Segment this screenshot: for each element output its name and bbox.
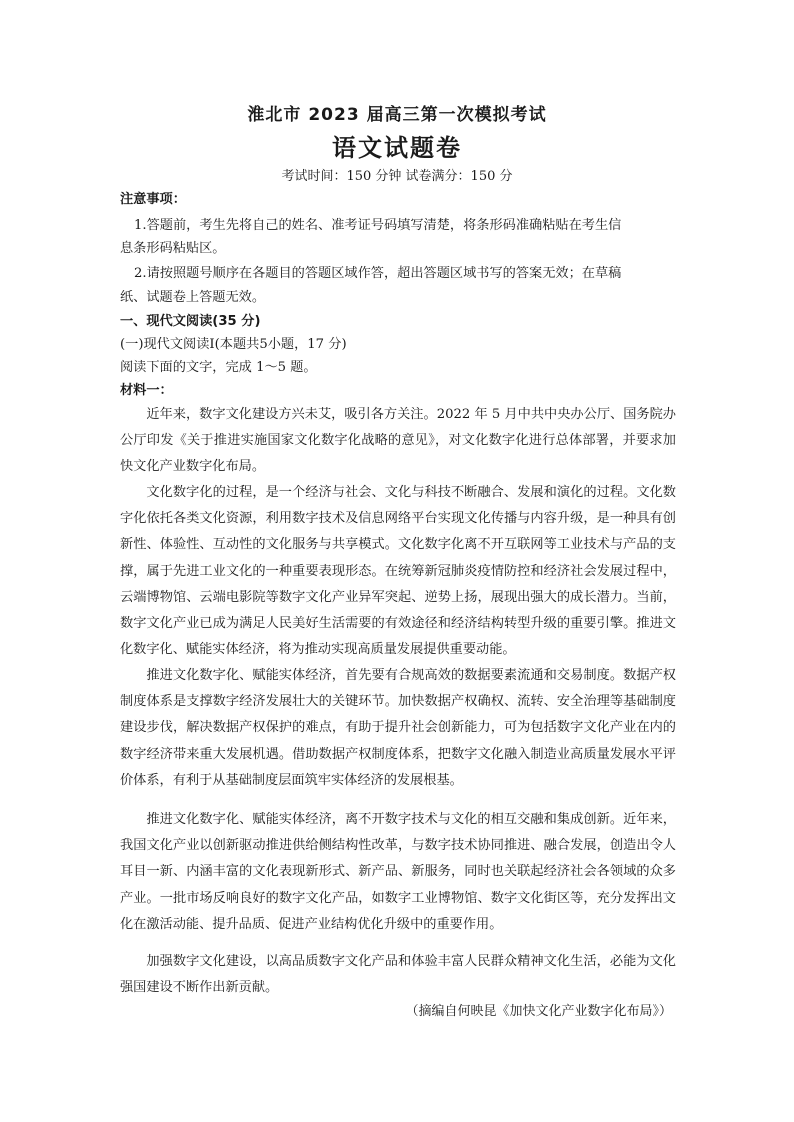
subject-title: 语文试题卷 [332, 134, 462, 162]
exam-info: 考试时间：150 分钟 试卷满分：150 分 [281, 169, 513, 184]
paragraph-3: 推进文化数字化、赋能实体经济，首先要有合规高效的数据要素流通和交易制度。数据产权制度体系是支撑数字经济发展壮大的关键环节。加快数据产权确权、流转、安全治理等基础制度建设步伐，解决数据产权保护的难点，有助于提升社会创新能力，可为包括数字文化产业在内的数字经济带来重大发展机遇。借助数据产权制度体系，把数字文化融入制造业高质量发展水平评价体系，有利于从基础制度层面筑牢实体经济的发展根基。 [120, 668, 676, 788]
notice-item-1-cont: 息条形码粘贴区。 [120, 241, 226, 256]
notice-item-1: 1.答题前，考生先将自己的姓名、准考证号码填写清楚，将条形码准确粘贴在考生信 [134, 218, 622, 233]
section-heading: 一、现代文阅读(35 分) [120, 314, 261, 329]
notice-heading: 注意事项： [120, 192, 186, 207]
paragraph-1: 近年来，数字文化建设方兴未艾，吸引各方关注。2022 年 5 月中共中央办公厅、国务院办公厅印发《关于推进实施国家文化数字化战略的意见》，对文化数字化进行总体部署，并要求加快文化产业数字化布局。 [120, 407, 676, 475]
sub-section-heading: (一)现代文阅读Ⅰ(本题共5小题，17 分) [120, 337, 347, 352]
exam-title: 淮北市 2023 届高三第一次模拟考试 [247, 105, 547, 125]
notice-item-2-cont: 纸、试题卷上答题无效。 [120, 290, 266, 305]
paragraph-4: 推进文化数字化、赋能实体经济，离不开数字技术与文化的相互交融和集成创新。近年来，我国文化产业以创新驱动推进供给侧结构性改革，与数字技术协同推进、融合发展，创造出令人耳目一新、内涵丰富的文化表现新形式、新产品、新服务，同时也关联起经济社会各领域的众多产业。一批市场反响良好的数字文化产品，如数字工业博物馆、数字文化街区等，充分发挥出文化在激活动能、提升品质、促进产业结构优化升级中的重要作用。 [120, 812, 676, 932]
notice-item-2: 2.请按照题号顺序在各题目的答题区域作答，超出答题区域书写的答案无效；在草稿 [134, 266, 622, 281]
source-citation: （摘编自何映昆《加快文化产业数字化布局》） [405, 1004, 672, 1019]
material-label: 材料一： [120, 383, 173, 398]
paragraph-2: 文化数字化的过程，是一个经济与社会、文化与科技不断融合、发展和演化的过程。文化数字化依托各类文化资源，利用数字技术及信息网络平台实现文化传播与内容升级，是一种具有创新性、体验性、互动性的文化服务与共享模式。文化数字化离不开互联网等工业技术与产品的支撑，属于先进工业文化的一种重要表现形态。在统筹新冠肺炎疫情防控和经济社会发展过程中，云端博物馆、云端电影院等数字文化产业异军突起、逆势上扬，展现出强大的成长潜力。当前，数字文化产业已成为满足人民美好生活需要的有效途径和经济结构转型升级的重要引擎。推进文化数字化、赋能实体经济，将为推动实现高质量发展提供重要动能。 [120, 485, 676, 658]
reading-instruction: 阅读下面的文字，完成 1～5 题。 [120, 360, 317, 375]
paragraph-5: 加强数字文化建设，以高品质数字文化产品和体验丰富人民群众精神文化生活，必能为文化强国建设不断作出新贡献。 [120, 954, 676, 996]
